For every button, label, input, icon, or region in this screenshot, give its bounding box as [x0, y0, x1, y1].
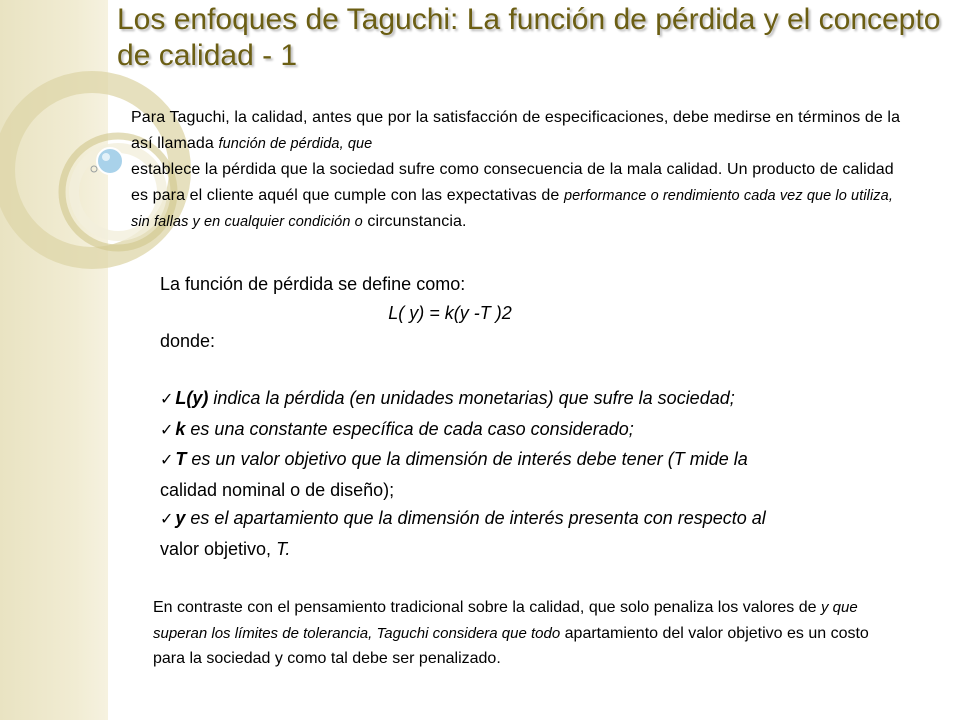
bullet-term-l-y: L(y) — [175, 388, 209, 408]
bullet-text-y: es el apartamiento que la dimensión de interés presenta con respecto al — [185, 508, 766, 528]
slide-title: Los enfoques de Taguchi: La función de pérdida y el concepto de calidad - 1 — [117, 3, 941, 72]
intro-text-3: circunstancia. — [362, 213, 467, 230]
bullet-text-k: es una constante específica de cada caso considerado; — [185, 418, 634, 439]
definition-where: donde: — [160, 331, 216, 351]
checkmark-icon: ✓ — [160, 452, 174, 469]
checkmark-icon: ✓ — [160, 391, 174, 408]
outro-paragraph — [153, 595, 873, 672]
bullet-term-k: k — [175, 418, 186, 439]
sidebar-background — [0, 0, 108, 720]
bullet-plain-italic-y: T. — [276, 538, 291, 559]
definition-lead: La función de pérdida se define como: — [160, 274, 466, 294]
bullet-term-t: T — [175, 449, 187, 469]
bullet-plain-y: valor objetivo, — [160, 538, 277, 559]
intro-text-2: establece la pérdida que la sociedad sufre como consecuencia de la mala calidad. Un producto de calidad es para el cliente aquél que cumple con las expectativas de — [131, 161, 894, 204]
outro-italic-1: y que superan los límites de tolerancia, Taguchi considera que todo — [153, 599, 858, 642]
bullet-t — [160, 445, 880, 504]
bullet-text-l-y: indica la pérdida (en unidades monetarias) que sufre la sociedad; — [208, 388, 735, 408]
bullet-term-y: y — [175, 508, 186, 528]
intro-italic-2: performance o rendimiento cada vez que lo utiliza, sin fallas y en cualquier condición o — [131, 187, 893, 230]
intro-paragraph — [131, 105, 901, 236]
bullet-y — [160, 504, 880, 563]
checkmark-icon: ✓ — [160, 511, 174, 528]
outro-text-2: apartamiento del valor objetivo es un costo para la sociedad y como tal debe ser penalizado. — [153, 624, 869, 667]
bullet-k — [160, 415, 880, 446]
intro-italic-1: función de pérdida, que — [218, 135, 373, 152]
outro-text-1: En contraste con el pensamiento tradicional sobre la calidad, que solo penaliza los valores de — [153, 599, 821, 616]
bullet-text-t: es un valor objetivo que la dimensión de interés debe tener (T mide la — [186, 449, 748, 469]
bullet-plain-t: calidad nominal o de diseño); — [160, 479, 395, 500]
checkmark-icon: ✓ — [160, 421, 174, 439]
loss-formula: L( y) = k(y -T )2 — [388, 302, 512, 323]
intro-text-1: Para Taguchi, la calidad, antes que por la satisfacción de especificaciones, debe medirse en términos de la así llamada — [131, 109, 901, 152]
definition-block — [160, 270, 880, 563]
bullet-l-y — [160, 384, 880, 415]
